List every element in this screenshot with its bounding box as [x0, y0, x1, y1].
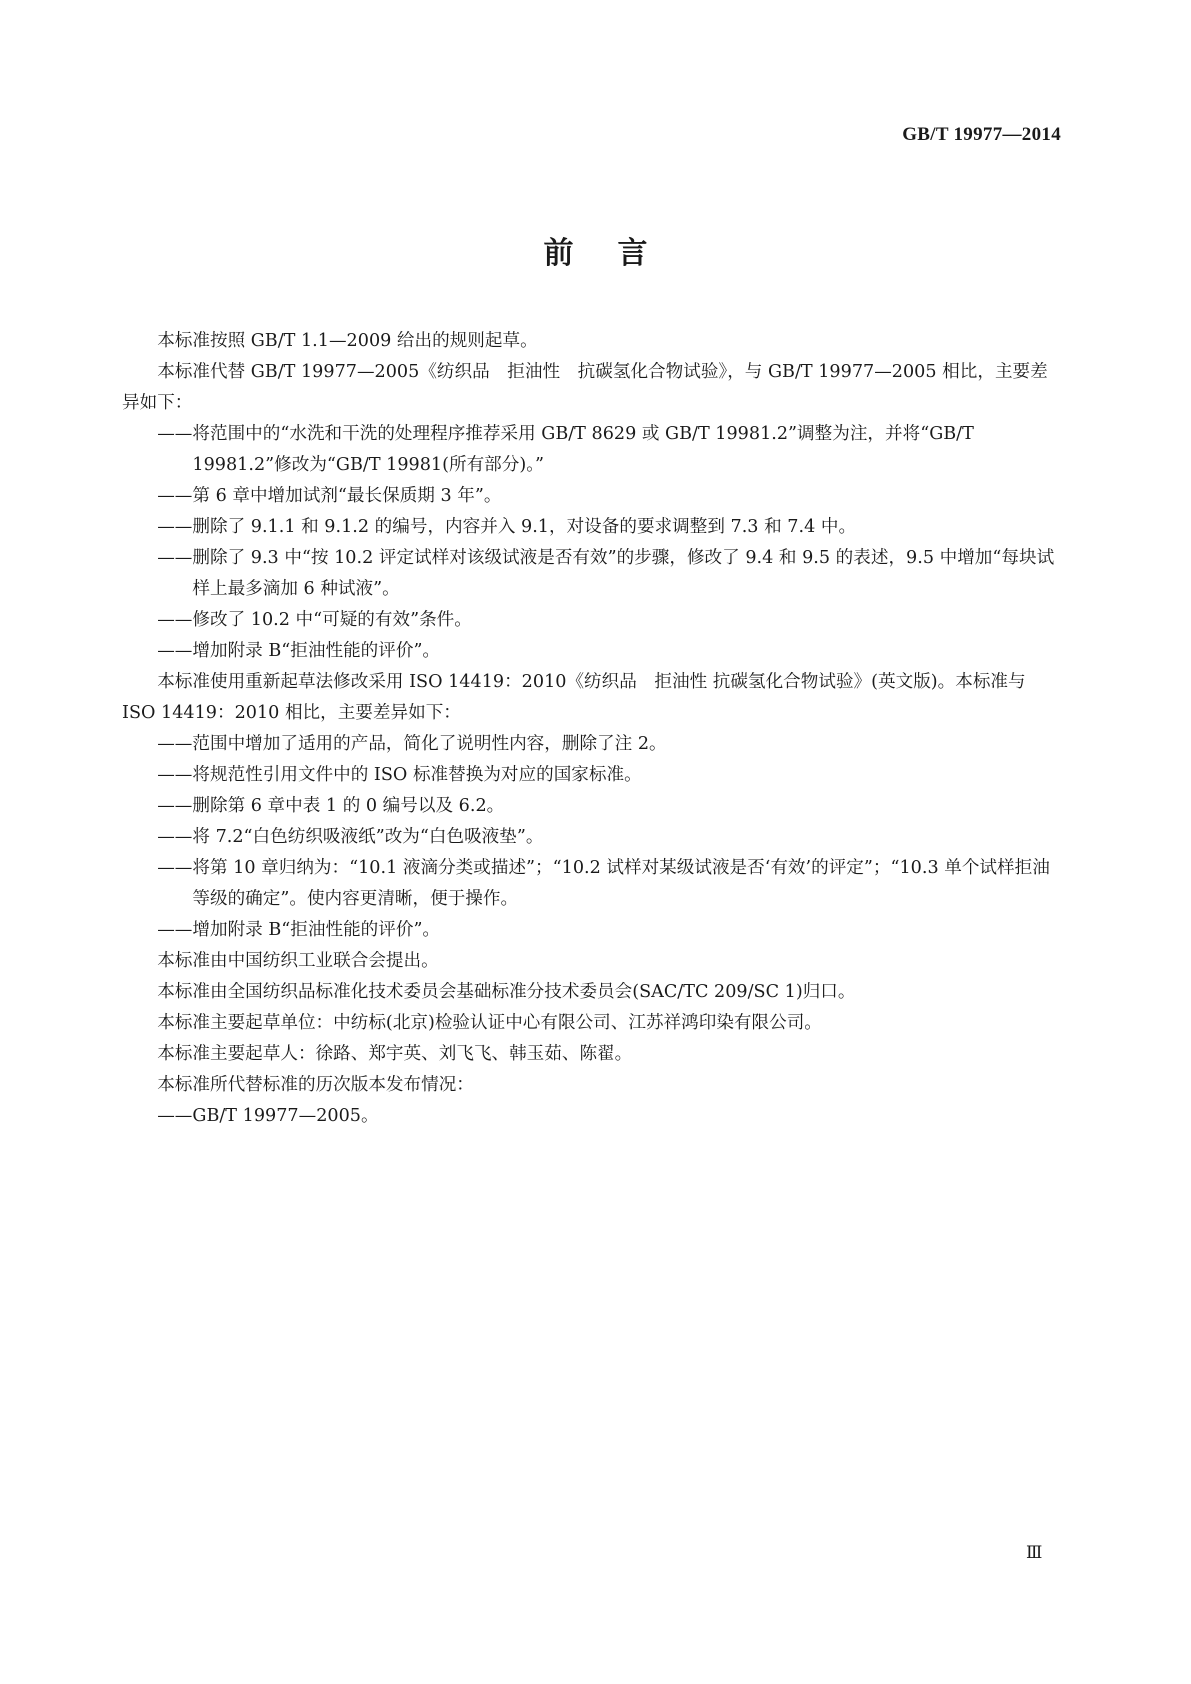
paragraph: 本标准代替 GB/T 19977—2005《纺织品 拒油性 抗碳氢化合物试验》，与 GB/T 19977—2005 相比，主要差异如下：: [122, 362, 1048, 413]
page-title: 前言: [543, 236, 692, 271]
list-item: ——删除了 9.3 中“按 10.2 评定试样对该级试液是否有效”的步骤，修改了 9.4 和 9.5 的表述，9.5 中增加“每块试样上最多滴加 6 种试液”。: [157, 548, 1055, 599]
page-number: Ⅲ: [1026, 1543, 1043, 1563]
list-item: ——增加附录 B“拒油性能的评价”。: [157, 641, 441, 661]
list-item: ——删除了 9.1.1 和 9.1.2 的编号，内容并入 9.1，对设备的要求调整到 7.3 和 7.4 中。: [157, 517, 857, 537]
paragraph: 本标准主要起草人：徐路、郑宇英、刘飞飞、韩玉茹、陈翟。: [157, 1044, 633, 1064]
list-item: ——将范围中的“水洗和干洗的处理程序推荐采用 GB/T 8629 或 GB/T 19981.2”调整为注，并将“GB/T 19981.2”修改为“GB/T 19981(所有部分)。”: [157, 424, 974, 475]
list-item: ——增加附录 B“拒油性能的评价”。: [157, 920, 441, 940]
paragraph: 本标准所代替标准的历次版本发布情况：: [157, 1075, 474, 1095]
list-item: ——删除第 6 章中表 1 的 0 编号以及 6.2。: [157, 796, 505, 816]
paragraph: 本标准按照 GB/T 1.1—2009 给出的规则起草。: [157, 331, 538, 351]
list-item: ——将 7.2“白色纺织吸液纸”改为“白色吸液垫”。: [157, 827, 544, 847]
paragraph: 本标准由中国纺织工业联合会提出。: [157, 951, 439, 971]
list-item: ——范围中增加了适用的产品，简化了说明性内容，删除了注 2。: [157, 734, 667, 754]
document-body: [122, 326, 1062, 1132]
paragraph: 本标准由全国纺织品标准化技术委员会基础标准分技术委员会(SAC/TC 209/SC 1)归口。: [157, 982, 856, 1002]
paragraph: 本标准使用重新起草法修改采用 ISO 14419：2010《纺织品 拒油性 抗碳氢化合物试验》(英文版)。本标准与 ISO 14419：2010 相比，主要差异如下：: [122, 672, 1026, 723]
list-item: ——将第 10 章归纳为：“10.1 液滴分类或描述”；“10.2 试样对某级试液是否‘有效’的评定”；“10.3 单个试样拒油等级的确定”。使内容更清晰，便于操作。: [157, 858, 1050, 909]
list-item: ——GB/T 19977—2005。: [157, 1106, 379, 1126]
list-item: ——第 6 章中增加试剂“最长保质期 3 年”。: [157, 486, 502, 506]
list-item: ——将规范性引用文件中的 ISO 标准替换为对应的国家标准。: [157, 765, 642, 785]
standard-code: GB/T 19977—2014: [902, 124, 1061, 145]
list-item: ——修改了 10.2 中“可疑的有效”条件。: [157, 610, 472, 630]
paragraph: 本标准主要起草单位：中纺标(北京)检验认证中心有限公司、江苏祥鸿印染有限公司。: [157, 1013, 822, 1033]
